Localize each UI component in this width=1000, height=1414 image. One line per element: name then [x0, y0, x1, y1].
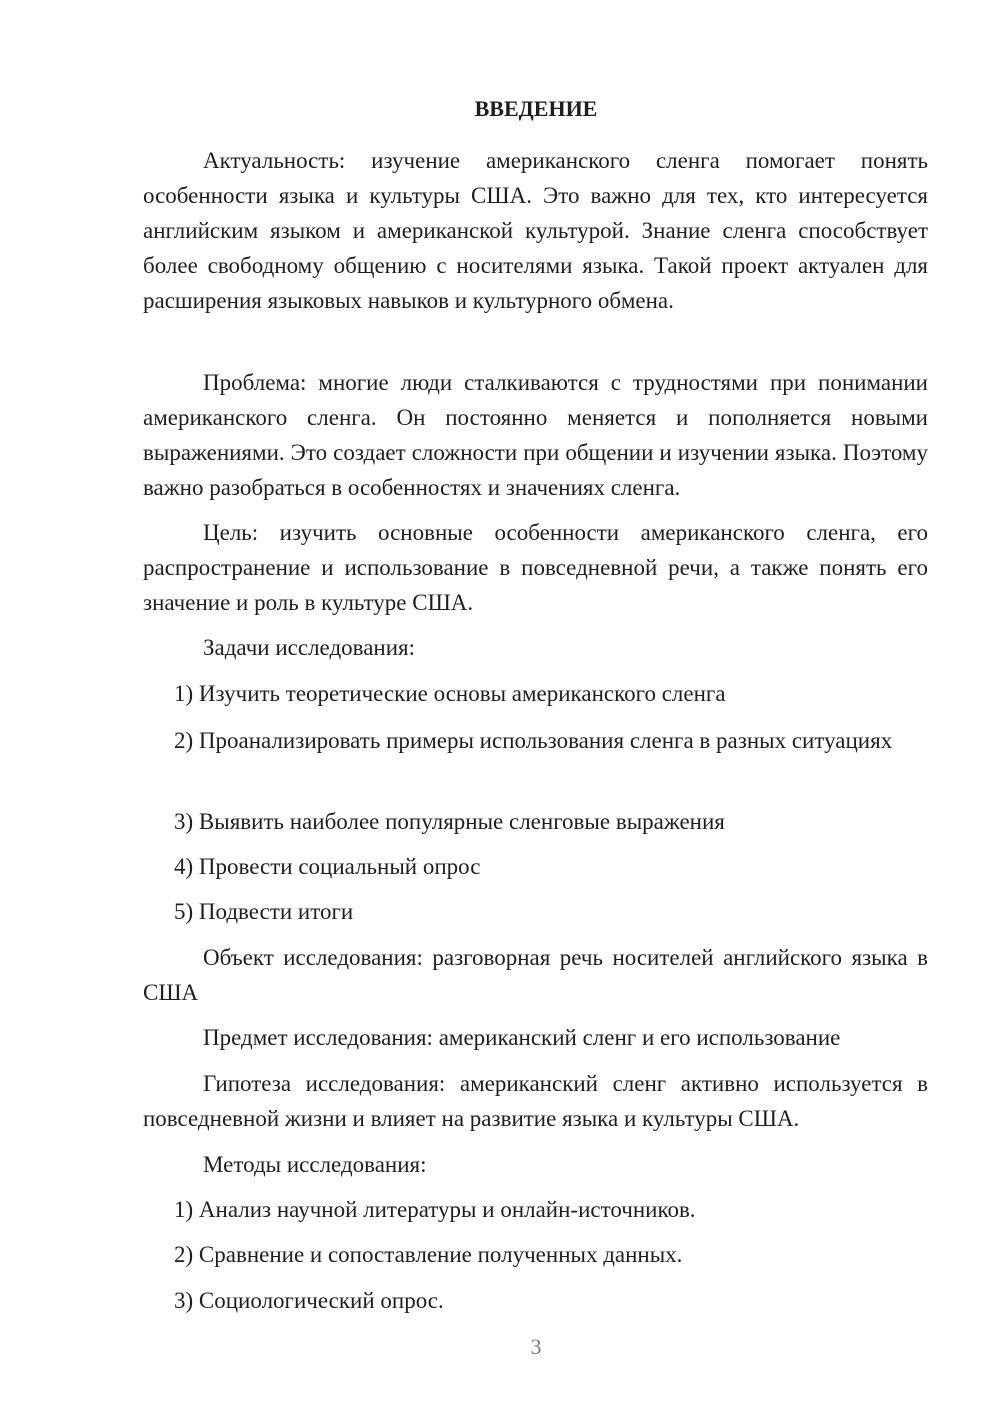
subject-paragraph: Предмет исследования: американский сленг и его использование	[203, 1025, 841, 1050]
tasks-heading: Задачи исследования:	[203, 635, 416, 660]
method-item: 2) Сравнение и сопоставление полученных данных.	[174, 1242, 683, 1267]
task-item: 2) Проанализировать примеры использования сленга в разных ситуациях	[174, 728, 893, 753]
document-title: ВВЕДЕНИЕ	[474, 96, 598, 121]
page-number: 3	[530, 1334, 542, 1359]
problem-paragraph: Проблема: многие люди сталкиваются с трудностями при понимании американского сленга. Он постоянно меняется и пополняется новыми выражениями. Это создает сложности при общении и изучении языка. Поэтому важно разобраться в особенностях и значениях сленга.	[143, 370, 928, 500]
task-item: 5) Подвести итоги	[174, 899, 354, 924]
method-item: 1) Анализ научной литературы и онлайн-источников.	[174, 1197, 696, 1222]
object-paragraph: Объект исследования: разговорная речь носителей английского языка в США	[143, 945, 928, 1005]
hypothesis-paragraph: Гипотеза исследования: американский сленг активно используется в повседневной жизни и влияет на развитие языка и культуры США.	[143, 1071, 928, 1131]
task-item: 4) Провести социальный опрос	[174, 854, 481, 879]
task-item: 3) Выявить наиболее популярные сленговые выражения	[174, 809, 725, 834]
goal-paragraph: Цель: изучить основные особенности американского сленга, его распространение и использование в повседневной речи, а также понять его значение и роль в культуре США.	[143, 520, 928, 615]
methods-heading: Методы исследования:	[203, 1152, 427, 1177]
relevance-paragraph: Актуальность: изучение американского сленга помогает понять особенности языка и культуры США. Это важно для тех, кто интересуется английским языком и американской культурой. Знание сленга способствует более свободному общению с носителями языка. Такой проект актуален для расширения языковых навыков и культурного обмена.	[143, 148, 928, 313]
task-item: 1) Изучить теоретические основы американского сленга	[174, 681, 726, 706]
method-item: 3) Социологический опрос.	[174, 1288, 444, 1313]
